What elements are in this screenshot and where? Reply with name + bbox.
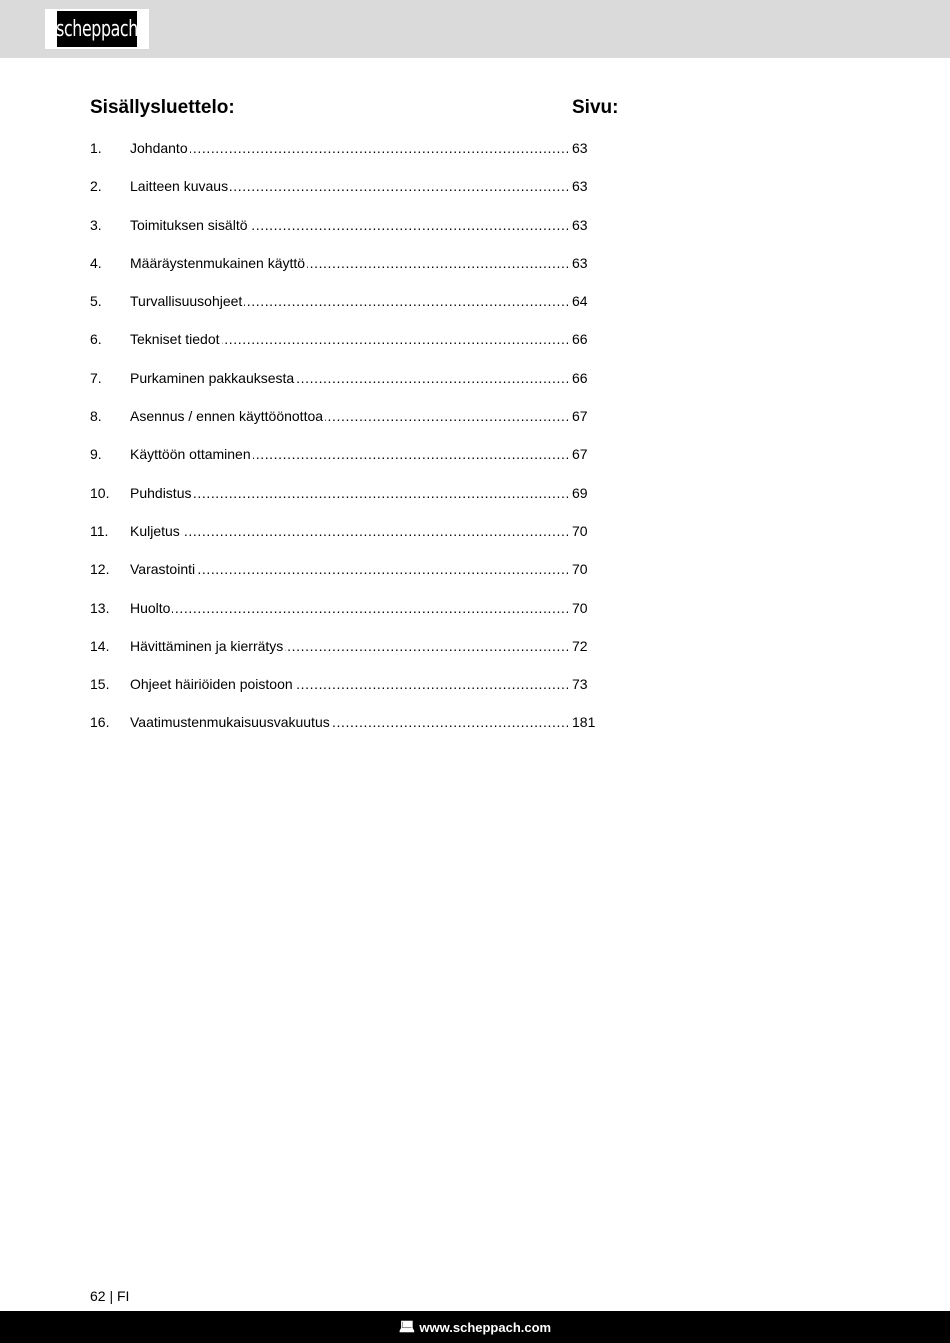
entry-number: 12. <box>90 561 110 578</box>
computer-icon: 💻︎ <box>398 1319 416 1334</box>
toc-entry[interactable] <box>90 292 600 330</box>
website-link[interactable]: www.scheppach.com <box>419 1319 552 1335</box>
entry-page: 70 <box>572 599 588 616</box>
entry-number: 11. <box>90 522 109 539</box>
page-header <box>0 0 950 58</box>
entry-title: Laitteen kuvaus ..... <box>130 177 568 195</box>
entry-title: Puhdistus ..... <box>130 484 568 502</box>
entry-title: Toimituksen sisältö ..... <box>130 216 568 234</box>
entry-page: 72 <box>572 637 588 654</box>
entry-title: Ohjeet häiriöiden poistoon ..... <box>130 675 568 693</box>
entry-number: 16. <box>90 714 110 731</box>
entry-number: 14. <box>90 637 110 654</box>
entry-page: 181 <box>572 714 596 731</box>
entry-page: 63 <box>572 254 588 271</box>
toc-entry[interactable] <box>90 560 600 598</box>
entry-page: 66 <box>572 369 588 386</box>
entry-number: 5. <box>90 293 102 310</box>
entry-page: 67 <box>572 408 588 425</box>
page-column-header: Sivu: <box>572 97 619 118</box>
entry-number: 9. <box>90 446 102 463</box>
entry-title: Hävittäminen ja kierrätys ..... <box>130 637 568 655</box>
toc-entry[interactable] <box>90 139 600 177</box>
toc-entry[interactable] <box>90 216 600 254</box>
entry-title: Vaatimustenmukaisuusvakuutus ..... <box>130 713 568 731</box>
entry-number: 8. <box>90 408 102 425</box>
entry-number: 3. <box>90 216 102 233</box>
entry-page: 63 <box>572 216 588 233</box>
page-number: 62 | FI <box>90 1288 130 1304</box>
scheppach-logo: scheppach <box>45 9 149 49</box>
entry-title: Purkaminen pakkauksesta ..... <box>130 369 568 387</box>
toc-entry[interactable] <box>90 637 600 675</box>
entry-title: Asennus / ennen käyttöönottoa ..... <box>130 407 568 425</box>
entry-page: 66 <box>572 331 588 348</box>
entry-title: Määräystenmukainen käyttö ..... <box>130 254 568 272</box>
entry-page: 67 <box>572 446 588 463</box>
toc-entry[interactable] <box>90 484 600 522</box>
entry-number: 15. <box>90 676 110 693</box>
toc-title: Sisällysluettelo: <box>90 97 235 118</box>
toc-entry[interactable] <box>90 369 600 407</box>
entry-title: Huolto ..... <box>130 599 568 617</box>
entry-page: 70 <box>572 522 588 539</box>
entry-title: Turvallisuusohjeet ..... <box>130 292 568 310</box>
entry-number: 1. <box>90 140 102 156</box>
entry-title: Varastointi ..... <box>130 560 568 578</box>
entry-page: 70 <box>572 561 588 578</box>
toc-entry[interactable] <box>90 599 600 637</box>
toc-entry[interactable] <box>90 407 600 445</box>
entry-number: 6. <box>90 331 102 348</box>
toc-entry[interactable] <box>90 330 600 368</box>
entry-page: 73 <box>572 676 588 693</box>
toc-entry[interactable] <box>90 177 600 215</box>
toc-entry[interactable] <box>90 522 600 560</box>
toc-entry[interactable] <box>90 445 600 483</box>
toc-entry[interactable] <box>90 675 600 713</box>
page-footer <box>0 1311 950 1343</box>
entry-page: 63 <box>572 178 588 195</box>
entry-page: 64 <box>572 293 588 310</box>
entry-number: 2. <box>90 178 102 195</box>
entry-title: Käyttöön ottaminen ..... <box>130 445 568 463</box>
entry-title: Kuljetus ..... <box>130 522 568 540</box>
entry-title: Johdanto ..... <box>130 139 568 157</box>
toc-entry[interactable] <box>90 254 600 292</box>
entry-page: 63 <box>572 140 588 156</box>
entry-number: 10. <box>90 484 110 501</box>
entry-title: Tekniset tiedot ..... <box>130 330 568 348</box>
entry-number: 7. <box>90 369 102 386</box>
entry-number: 13. <box>90 599 110 616</box>
entry-page: 69 <box>572 484 588 501</box>
table-of-contents <box>90 139 600 752</box>
toc-entry[interactable] <box>90 713 600 751</box>
entry-number: 4. <box>90 254 102 271</box>
